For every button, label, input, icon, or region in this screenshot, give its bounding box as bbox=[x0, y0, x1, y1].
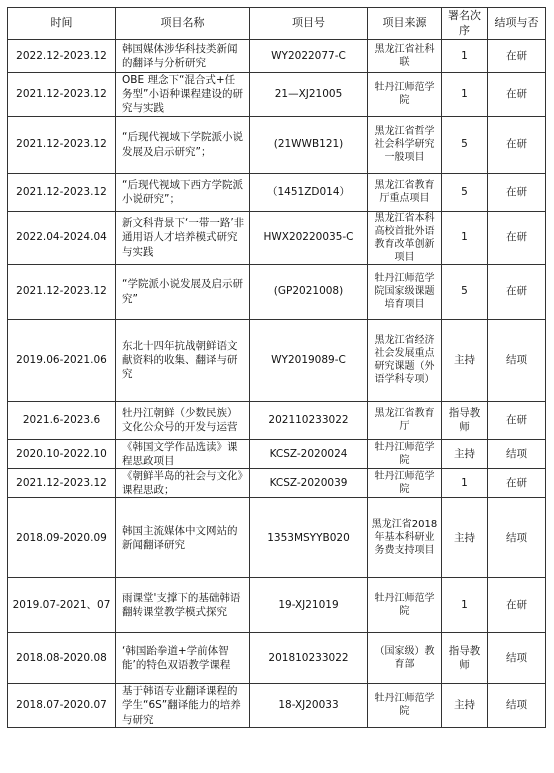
cell-project-number: (GP2021008) bbox=[250, 264, 368, 319]
header-project-number: 项目号 bbox=[250, 8, 368, 40]
cell-author-order: 1 bbox=[442, 40, 488, 73]
table-row bbox=[8, 684, 546, 728]
cell-time: 2019.07-2021、07 bbox=[8, 578, 116, 633]
header-completion-status: 结项与否 bbox=[488, 8, 546, 40]
cell-project-number: HWX20220035-C bbox=[250, 211, 368, 264]
cell-project-number: （1451ZD014） bbox=[250, 173, 368, 211]
cell-completion-status: 结项 bbox=[488, 319, 546, 401]
project-table bbox=[7, 7, 546, 728]
cell-author-order: 1 bbox=[442, 578, 488, 633]
cell-time: 2018.09-2020.09 bbox=[8, 498, 116, 578]
cell-project-source: 牡丹江师范学院 bbox=[368, 684, 442, 728]
cell-project-source: 牡丹江师范学院 bbox=[368, 439, 442, 468]
cell-project-number: 21—XJ21005 bbox=[250, 73, 368, 117]
cell-project-number: 1353MSYYB020 bbox=[250, 498, 368, 578]
cell-project-name: 雨课堂'支撑下的基础韩语翻转课堂教学模式探究 bbox=[116, 578, 250, 633]
cell-author-order: 1 bbox=[442, 73, 488, 117]
cell-project-number: KCSZ-2020039 bbox=[250, 468, 368, 497]
cell-author-order: 指导教师 bbox=[442, 401, 488, 439]
cell-author-order: 5 bbox=[442, 116, 488, 173]
table-body bbox=[8, 40, 546, 728]
header-project-source: 项目来源 bbox=[368, 8, 442, 40]
cell-completion-status: 在研 bbox=[488, 73, 546, 117]
cell-completion-status: 在研 bbox=[488, 401, 546, 439]
table-header-row bbox=[8, 8, 546, 40]
table-row bbox=[8, 468, 546, 497]
cell-completion-status: 在研 bbox=[488, 116, 546, 173]
cell-project-name: “后现代视域下西方学院派小说研究”； bbox=[116, 173, 250, 211]
cell-project-name: 牡丹江朝鲜（少数民族）文化公众号的开发与运营 bbox=[116, 401, 250, 439]
cell-completion-status: 在研 bbox=[488, 264, 546, 319]
header-time: 时间 bbox=[8, 8, 116, 40]
cell-time: 2021.12-2023.12 bbox=[8, 468, 116, 497]
cell-project-name: “后现代视域下学院派小说发展及启示研究”； bbox=[116, 116, 250, 173]
cell-project-number: WY2019089-C bbox=[250, 319, 368, 401]
cell-project-source: 牡丹江师范学院 bbox=[368, 73, 442, 117]
cell-project-name: 《韩国文学作品选读》课程思政项目 bbox=[116, 439, 250, 468]
project-table-wrapper bbox=[7, 7, 546, 728]
cell-author-order: 主持 bbox=[442, 498, 488, 578]
cell-project-source: 黑龙江省经济社会发展重点研究课题（外语学科专项） bbox=[368, 319, 442, 401]
cell-time: 2018.08-2020.08 bbox=[8, 633, 116, 684]
cell-completion-status: 在研 bbox=[488, 40, 546, 73]
cell-project-name: 韩国媒体涉华科技类新闻的翻译与分析研究 bbox=[116, 40, 250, 73]
table-row bbox=[8, 401, 546, 439]
cell-completion-status: 结项 bbox=[488, 498, 546, 578]
cell-project-name: 韩国主流媒体中文网站的新闻翻译研究 bbox=[116, 498, 250, 578]
cell-time: 2019.06-2021.06 bbox=[8, 319, 116, 401]
cell-completion-status: 在研 bbox=[488, 211, 546, 264]
cell-author-order: 主持 bbox=[442, 684, 488, 728]
cell-project-number: WY2022077-C bbox=[250, 40, 368, 73]
cell-project-number: 202110233022 bbox=[250, 401, 368, 439]
cell-time: 2021.12-2023.12 bbox=[8, 73, 116, 117]
cell-project-source: 黑龙江省本科高校首批外语教育改革创新项目 bbox=[368, 211, 442, 264]
cell-project-source: 牡丹江师范学院国家级课题培育项目 bbox=[368, 264, 442, 319]
cell-project-source: 牡丹江师范学院 bbox=[368, 468, 442, 497]
cell-project-name: 基于韩语专业翻译课程的学生“6S”翻译能力的培养与研究 bbox=[116, 684, 250, 728]
cell-project-source: 黑龙江省教育厅 bbox=[368, 401, 442, 439]
cell-project-number: KCSZ-2020024 bbox=[250, 439, 368, 468]
cell-project-name: OBE 理念下“混合式+任务型”小语种课程建设的研究与实践 bbox=[116, 73, 250, 117]
table-row bbox=[8, 439, 546, 468]
table-row bbox=[8, 40, 546, 73]
cell-project-name: 新文科背景下‘一带一路’非通用语人才培养模式研究与实践 bbox=[116, 211, 250, 264]
cell-completion-status: 结项 bbox=[488, 439, 546, 468]
cell-time: 2021.12-2023.12 bbox=[8, 264, 116, 319]
cell-author-order: 5 bbox=[442, 173, 488, 211]
table-row bbox=[8, 498, 546, 578]
cell-project-source: （国家级）教育部 bbox=[368, 633, 442, 684]
cell-project-name: “学院派小说发展及启示研究” bbox=[116, 264, 250, 319]
cell-completion-status: 结项 bbox=[488, 633, 546, 684]
cell-time: 2020.10-2022.10 bbox=[8, 439, 116, 468]
cell-project-number: 18-XJ20033 bbox=[250, 684, 368, 728]
table-row bbox=[8, 264, 546, 319]
table-row bbox=[8, 173, 546, 211]
cell-completion-status: 在研 bbox=[488, 468, 546, 497]
cell-author-order: 主持 bbox=[442, 319, 488, 401]
cell-time: 2021.12-2023.12 bbox=[8, 173, 116, 211]
cell-author-order: 5 bbox=[442, 264, 488, 319]
header-author-order: 署名次序 bbox=[442, 8, 488, 40]
table-row bbox=[8, 633, 546, 684]
table-row bbox=[8, 578, 546, 633]
header-project-name: 项目名称 bbox=[116, 8, 250, 40]
cell-project-name: 东北十四年抗战朝鲜语文献资料的收集、翻译与研究 bbox=[116, 319, 250, 401]
cell-project-number: 201810233022 bbox=[250, 633, 368, 684]
cell-time: 2021.12-2023.12 bbox=[8, 116, 116, 173]
table-row bbox=[8, 73, 546, 117]
cell-author-order: 1 bbox=[442, 211, 488, 264]
table-row bbox=[8, 211, 546, 264]
cell-project-name: 《朝鲜半岛的社会与文化》课程思政； bbox=[116, 468, 250, 497]
cell-time: 2021.6-2023.6 bbox=[8, 401, 116, 439]
cell-project-number: 19-XJ21019 bbox=[250, 578, 368, 633]
cell-project-number: (21WWB121) bbox=[250, 116, 368, 173]
cell-project-source: 黑龙江省2018年基本科研业务费支持项目 bbox=[368, 498, 442, 578]
cell-completion-status: 在研 bbox=[488, 173, 546, 211]
cell-project-source: 黑龙江省哲学社会科学研究一般项目 bbox=[368, 116, 442, 173]
cell-completion-status: 在研 bbox=[488, 578, 546, 633]
table-row bbox=[8, 116, 546, 173]
cell-time: 2022.04-2024.04 bbox=[8, 211, 116, 264]
cell-author-order: 1 bbox=[442, 468, 488, 497]
cell-completion-status: 结项 bbox=[488, 684, 546, 728]
table-row bbox=[8, 319, 546, 401]
cell-time: 2022.12-2023.12 bbox=[8, 40, 116, 73]
cell-time: 2018.07-2020.07 bbox=[8, 684, 116, 728]
cell-project-source: 黑龙江省教育厅重点项目 bbox=[368, 173, 442, 211]
cell-author-order: 指导教师 bbox=[442, 633, 488, 684]
cell-project-source: 黑龙江省社科联 bbox=[368, 40, 442, 73]
cell-author-order: 主持 bbox=[442, 439, 488, 468]
cell-project-source: 牡丹江师范学院 bbox=[368, 578, 442, 633]
cell-project-name: ‘韩国跆拳道+学前体智能’的特色双语教学课程 bbox=[116, 633, 250, 684]
